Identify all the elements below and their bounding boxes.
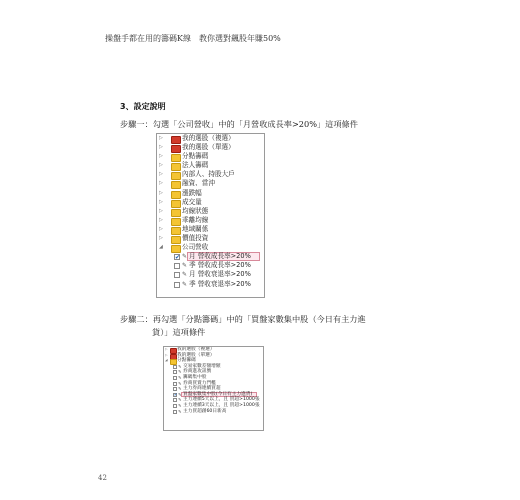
page-number: 42	[98, 474, 107, 482]
section-title: 3、設定說明	[120, 102, 166, 111]
edit-condition-icon: ✎	[182, 253, 188, 261]
tree-condition-label: 月 營收衰退率>20%	[189, 270, 251, 279]
tree-folder-label: 分點籌碼	[182, 152, 209, 161]
condition-checkbox[interactable]	[174, 254, 180, 260]
condition-checkbox[interactable]	[173, 376, 177, 380]
step-two-text	[120, 313, 420, 339]
edit-condition-icon: ✎	[178, 380, 182, 386]
collapsed-arrow-icon[interactable]: ▷	[159, 162, 163, 169]
collapsed-arrow-icon[interactable]: ▷	[159, 189, 163, 196]
tree-folder-label: 融資、當沖	[182, 179, 215, 188]
tree-folder-label: 我的選股（單選）	[177, 352, 215, 358]
edit-condition-icon: ✎	[178, 374, 182, 380]
tree-folder-label: 分點籌碼	[177, 358, 196, 364]
tree-condition-label: 籌碼集中股	[183, 374, 207, 380]
condition-checkbox[interactable]	[174, 272, 180, 278]
edit-condition-icon: ✎	[182, 262, 188, 270]
tree-folder-row[interactable]	[157, 143, 264, 152]
condition-checkbox[interactable]	[173, 404, 177, 408]
tree-folder-row[interactable]	[157, 161, 264, 170]
tree-folder-row[interactable]	[157, 179, 264, 188]
condition-checkbox[interactable]	[173, 382, 177, 386]
edit-condition-icon: ✎	[178, 408, 182, 414]
tree-condition-label: 主力連續5天以上，且 買超>1000張	[183, 397, 260, 403]
collapsed-arrow-icon[interactable]: ▷	[159, 144, 163, 151]
collapsed-arrow-icon[interactable]: ▷	[159, 180, 163, 187]
collapsed-arrow-icon[interactable]: ▷	[159, 235, 163, 242]
step-two-line-2: 貨）」這項條件	[152, 327, 206, 337]
tree-folder-row[interactable]	[157, 207, 264, 216]
tree-condition-label: 交易家數差額增額	[183, 363, 221, 369]
collapsed-arrow-icon[interactable]: ▷	[159, 135, 163, 141]
tree-folder-row[interactable]	[157, 189, 264, 198]
tree-folder-label: 我的選股（複選）	[177, 347, 215, 352]
edit-condition-icon: ✎	[182, 280, 188, 288]
condition-checkbox[interactable]	[174, 263, 180, 269]
edit-condition-icon: ✎	[178, 391, 182, 397]
collapsed-arrow-icon[interactable]: ▷	[159, 225, 163, 232]
step-two-line-1: 步驟二：再勾選「分點籌碼」中的「買盤家數集中股（今日有主力進	[120, 314, 366, 324]
tree-folder-label: 我的選股（複選）	[182, 134, 235, 142]
edit-condition-icon: ✎	[178, 369, 182, 375]
tree-folder-label: 公司營收	[182, 243, 209, 252]
tree-folder-row[interactable]	[157, 243, 264, 252]
condition-checkbox[interactable]	[173, 410, 177, 414]
condition-checkbox[interactable]	[173, 398, 177, 402]
edit-condition-icon: ✎	[178, 363, 182, 369]
tree-folder-row[interactable]	[157, 234, 264, 243]
collapsed-arrow-icon[interactable]: ▷	[159, 207, 163, 214]
collapsed-arrow-icon[interactable]: ▷	[165, 347, 168, 351]
tree-condition-label: 主力券商連續買超	[183, 386, 221, 392]
step-one-text: 步驟一：勾選「公司營收」中的「月營收成長率>20%」這項條件	[120, 119, 358, 129]
condition-checkbox[interactable]	[173, 365, 177, 369]
tree-condition-label: 季 營收成長率>20%	[189, 261, 251, 270]
tree-condition-label: 月 營收成長率>20%	[189, 252, 251, 261]
tree-folder-label: 我的選股（單選）	[182, 143, 235, 152]
tree-folder-label: 法人籌碼	[182, 161, 209, 170]
tree-folder-label: 地域關係	[182, 224, 209, 233]
expanded-arrow-icon[interactable]: ◢	[165, 358, 168, 363]
edit-condition-icon: ✎	[182, 271, 188, 279]
tree-condition-row[interactable]	[157, 270, 264, 279]
collapsed-arrow-icon[interactable]: ▷	[165, 352, 168, 357]
edit-condition-icon: ✎	[178, 386, 182, 392]
tree-condition-label: 券商買賣力門檻	[183, 380, 216, 386]
condition-checkbox[interactable]	[174, 282, 180, 288]
tree-folder-label: 價值投資	[182, 234, 209, 243]
condition-tree-screenshot-1	[156, 133, 265, 298]
tree-condition-row[interactable]	[164, 409, 263, 415]
tree-folder-label: 成交量	[182, 197, 202, 206]
condition-tree-screenshot-2	[163, 346, 264, 431]
collapsed-arrow-icon[interactable]: ▷	[159, 171, 163, 178]
tree-folder-row[interactable]	[157, 198, 264, 207]
collapsed-arrow-icon[interactable]: ▷	[159, 216, 163, 223]
running-header: 操盤手都在用的籌碼K線 教你選對飆股年賺50%	[105, 34, 281, 43]
tree-folder-row[interactable]	[157, 225, 264, 234]
collapsed-arrow-icon[interactable]: ▷	[159, 198, 163, 205]
tree-condition-label: 季 營收衰退率>20%	[189, 279, 251, 288]
tree-folder-label: 漲跌幅	[182, 188, 202, 197]
tree-folder-label: 乖離均線	[182, 215, 209, 224]
tree-condition-label: 買盤家數集中股(今日有主力進貨)	[183, 391, 253, 397]
expanded-arrow-icon[interactable]: ◢	[159, 244, 163, 251]
condition-checkbox[interactable]	[173, 370, 177, 374]
tree-condition-label: 券商進攻訊號	[183, 369, 212, 375]
tree-folder-row[interactable]	[157, 152, 264, 161]
tree-condition-row[interactable]	[157, 252, 264, 261]
edit-condition-icon: ✎	[178, 397, 182, 403]
tree-folder-row[interactable]	[157, 134, 264, 143]
tree-folder-row[interactable]	[157, 216, 264, 225]
tree-condition-label: 主力連續3天以上，且 買超>1000張	[183, 402, 260, 408]
tree-folder-label: 均線狀態	[182, 206, 209, 215]
edit-condition-icon: ✎	[178, 402, 182, 408]
collapsed-arrow-icon[interactable]: ▷	[159, 153, 163, 160]
tree-folder-label: 內部人、持股大戶	[182, 170, 235, 179]
condition-checkbox[interactable]	[173, 387, 177, 391]
tree-condition-row[interactable]	[157, 280, 264, 289]
condition-checkbox[interactable]	[173, 393, 177, 397]
tree-condition-label: 主力買超創60日新高	[183, 408, 227, 414]
